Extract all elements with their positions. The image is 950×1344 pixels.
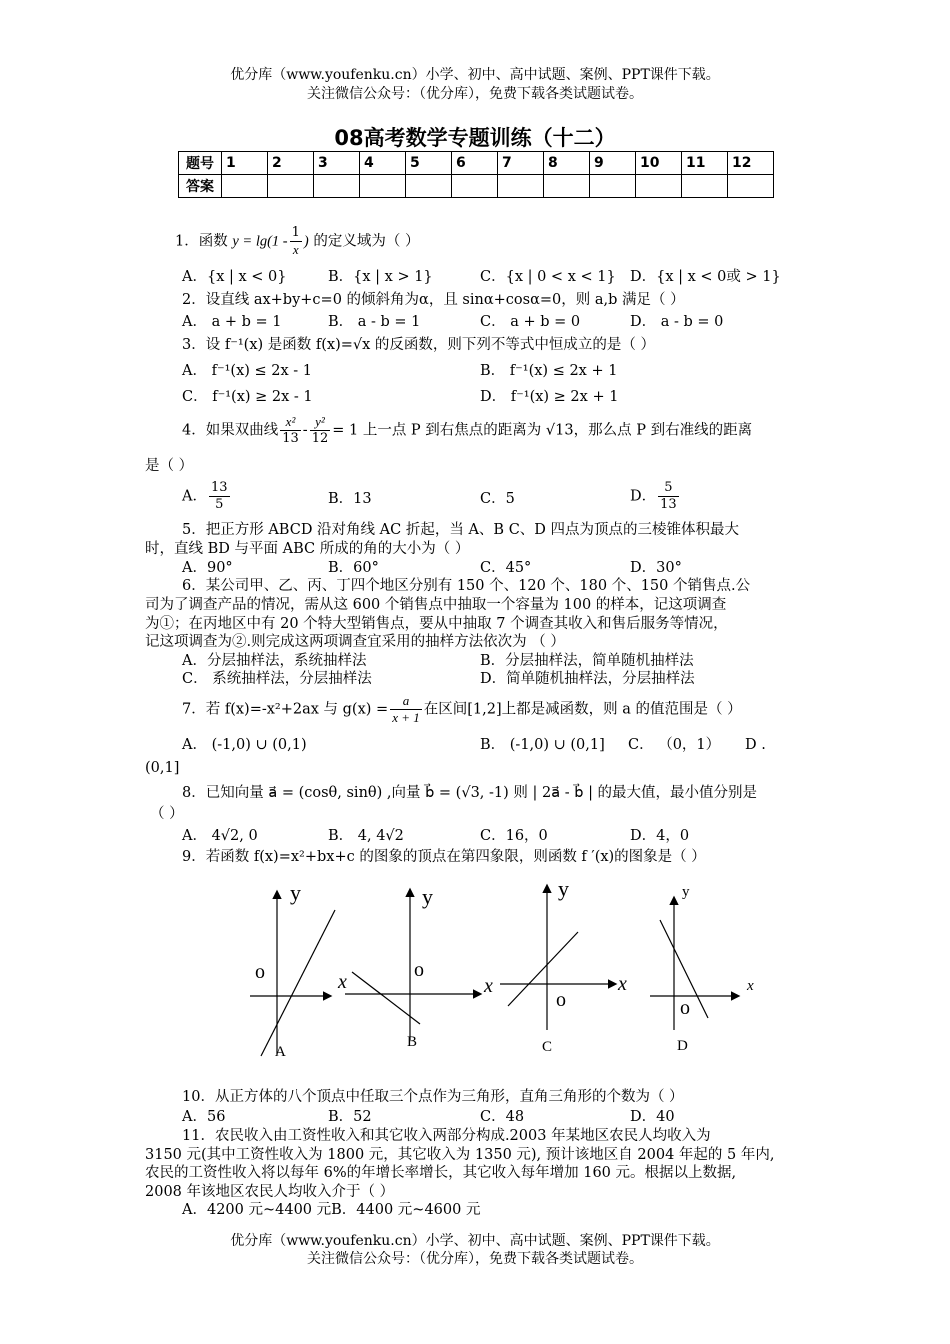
table-number-cell: 9: [590, 152, 636, 175]
q5-line-1: 5．把正方形 ABCD 沿对角线 AC 折起，当 A、B C、D 四点为顶点的三棱锥体积最大: [182, 522, 740, 538]
q4-a-num: 13: [210, 480, 228, 495]
answer-cell[interactable]: [682, 175, 728, 198]
q6-line-1: 6．某公司甲、乙、丙、丁四个地区分别有 150 个、120 个、180 个、150 个销售点.公: [182, 578, 751, 594]
q4-minus: -: [302, 422, 308, 439]
q11-line-2: 3150 元(其中工资性收入为 1800 元，其它收入为 1350 元), 预计该地区自 2004 年起的 5 年内,: [145, 1147, 775, 1163]
q1-stem: [175, 225, 419, 258]
q8-line-2: （ ）: [150, 806, 184, 822]
graph-d-origin: o: [680, 997, 690, 1019]
table-number-cell: 11: [682, 152, 728, 175]
answer-table: [178, 151, 774, 198]
q4-d-den: 13: [660, 497, 677, 512]
q1-option-c: C．{x | 0 < x < 1}: [480, 269, 616, 285]
header-line-1: 优分库（www.youfenku.cn）小学、初中、高中试题、案例、PPT课件下载。: [230, 67, 720, 83]
graph-d-label: D: [677, 1038, 688, 1054]
q1-stem-end: 的定义域为（ ）: [313, 233, 420, 250]
q7-option-d-cont: (0,1]: [145, 760, 180, 776]
answer-cell[interactable]: [728, 175, 774, 198]
q7-stem-rest: 在区间[1,2]上都是减函数，则 a 的值范围是（ ）: [423, 701, 742, 718]
q11-line-4: 2008 年该地区农民人均收入介于（ ）: [145, 1184, 395, 1200]
graph-c-origin: o: [556, 989, 566, 1011]
q1-formula: y = lg(1 -: [232, 233, 288, 250]
q1-frac-den: x: [292, 242, 299, 257]
q11-line-3: 农民的工资性收入将以每年 6%的年增长率增长，其它收入每年增加 160 元。根据以上数据,: [145, 1165, 737, 1181]
q6-option-a: A．分层抽样法，系统抽样法: [182, 653, 367, 669]
q8-option-d: D．4，0: [630, 828, 690, 844]
q3-option-d: D． f⁻¹(x) ≥ 2x + 1: [480, 389, 619, 405]
table-number-cell: 8: [544, 152, 590, 175]
q7-frac-num: a: [390, 693, 422, 710]
q1-stem-text: 1．函数: [175, 233, 228, 250]
q10-option-a: A．56: [182, 1109, 226, 1125]
q4-d-fraction: [658, 480, 679, 513]
q4-stem-cont: 是（ ）: [145, 458, 194, 474]
graph-c-y-label: y: [558, 876, 569, 901]
answer-cell[interactable]: [452, 175, 498, 198]
q7-stem-text: 7．若 f(x)=-x²+2ax 与 g(x) =: [182, 701, 389, 718]
header-line-2: 关注微信公众号：（优分库），免费下载各类试题试卷。: [307, 86, 643, 102]
q10-option-d: D．40: [630, 1109, 675, 1125]
q8-option-a: A． 4√2, 0: [182, 828, 258, 844]
graph-b-origin: o: [414, 959, 424, 981]
q10-stem: 10．从正方体的八个顶点中任取三个点作为三角形，直角三角形的个数为（ ）: [182, 1089, 684, 1105]
table-number-cell: 2: [268, 152, 314, 175]
q4-d-num: 5: [658, 480, 679, 497]
graph-d[interactable]: [650, 884, 754, 1054]
q5-option-c: C．45°: [480, 560, 532, 576]
q4-frac1-den: 13: [282, 431, 299, 446]
q2-stem: 2．设直线 ax+by+c=0 的倾斜角为α，且 sinα+cosα=0，则 a,b 满足（ ）: [182, 292, 685, 308]
graph-d-y-label: y: [682, 884, 690, 900]
q4-option-d: [630, 480, 681, 513]
q4-frac2-den: 12: [311, 431, 329, 446]
answer-table-number-row: [179, 152, 774, 175]
q4-frac1-num: x²: [280, 414, 301, 431]
q8-option-b: B． 4, 4√2: [328, 828, 404, 844]
table-number-cell: 1: [222, 152, 268, 175]
q5-option-d: D．30°: [630, 560, 682, 576]
answer-cell[interactable]: [636, 175, 682, 198]
q7-option-b: B． (-1,0) ∪ (0,1]: [480, 737, 605, 753]
answer-cell[interactable]: [406, 175, 452, 198]
q6-line-2: 司为了调查产品的情况，需从这 600 个销售点中抽取一个容量为 100 的样本，记这项调查: [145, 597, 727, 613]
q3-option-c: C． f⁻¹(x) ≥ 2x - 1: [182, 389, 313, 405]
graph-d-x-label: x: [747, 978, 754, 994]
answer-cell[interactable]: [222, 175, 268, 198]
q3-stem: 3．设 f⁻¹(x) 是函数 f(x)=√x 的反函数，则下列不等式中恒成立的是（ ）: [182, 337, 656, 353]
q6-line-4: 记这项调查为②.则完成这两项调查宜采用的抽样方法依次为 （ ）: [145, 634, 565, 650]
table-number-cell: 6: [452, 152, 498, 175]
table-number-cell: 7: [498, 152, 544, 175]
q6-option-b: B．分层抽样法，简单随机抽样法: [480, 653, 694, 669]
q5-option-b: B．60°: [328, 560, 379, 576]
graph-a-x-label: x: [338, 971, 347, 993]
footer-line-1: 优分库（www.youfenku.cn）小学、初中、高中试题、案例、PPT课件下载。: [230, 1233, 720, 1249]
graph-c-line: [508, 932, 578, 1006]
graph-a[interactable]: [250, 880, 347, 1060]
q7-option-d: D .: [745, 737, 766, 753]
q1-formula-close: ): [303, 233, 309, 250]
q10-option-c: C．48: [480, 1109, 525, 1125]
q4-d-label: D．: [630, 488, 657, 505]
q4-option-b: B．13: [328, 491, 372, 507]
q4-a-den: 5: [215, 497, 224, 512]
answer-cell[interactable]: [544, 175, 590, 198]
q7-option-c: C． （0，1）: [628, 737, 721, 753]
table-number-cell: 4: [360, 152, 406, 175]
q9-graphs: [0, 870, 950, 1070]
q1-option-d: D．{x | x < 0或 > 1}: [630, 269, 781, 285]
q11-line-1: 11．农民收入由工资性收入和其它收入两部分构成.2003 年某地区农民人均收入为: [182, 1128, 711, 1144]
table-number-cell: 10: [636, 152, 682, 175]
q4-frac2-num: y²: [310, 414, 331, 431]
q1-option-b: B．{x | x > 1}: [328, 269, 433, 285]
q5-line-2: 时，直线 BD 与平面 ABC 所成的角的大小为（ ）: [145, 541, 470, 557]
answer-cell[interactable]: [590, 175, 636, 198]
graph-b-label: B: [407, 1034, 418, 1050]
q1-option-a: A．{x | x < 0}: [182, 269, 287, 285]
page-title: 08高考数学专题训练（十二）: [334, 126, 616, 150]
q11-options-ab: A．4200 元~4400 元B．4400 元~4600 元: [182, 1202, 481, 1218]
q5-option-a: A．90°: [182, 560, 233, 576]
q7-option-a: A． (-1,0) ∪ (0,1): [182, 737, 307, 753]
graph-a-line: [261, 910, 335, 1056]
q4-a-label: A．: [182, 488, 207, 505]
q8-line-1: 8．已知向量 a⃗ = (cosθ, sinθ) ,向量 b⃗ = (√3, -1) 则 | 2a⃗ - b⃗ | 的最大值，最小值分别是: [182, 785, 758, 801]
q10-option-b: B．52: [328, 1109, 372, 1125]
q2-option-c: C． a + b = 0: [480, 314, 581, 330]
q3-option-a: A． f⁻¹(x) ≤ 2x - 1: [182, 363, 313, 379]
q4-stem-text: 4．如果双曲线: [182, 422, 279, 439]
graph-c-x-label: x: [618, 973, 627, 995]
q4-stem: [182, 414, 752, 447]
answer-cell[interactable]: [360, 175, 406, 198]
answer-table-answer-row: [179, 175, 774, 198]
graph-c-label: C: [542, 1039, 553, 1055]
table-header-number: 题号: [179, 152, 222, 175]
graph-b-y-label: y: [422, 884, 433, 909]
graph-a-y-label: y: [290, 880, 301, 905]
table-number-cell: 12: [728, 152, 774, 175]
graph-b-x-label: x: [484, 975, 493, 997]
table-header-answer: 答案: [179, 175, 222, 198]
q4-option-c: C．5: [480, 491, 515, 507]
table-number-cell: 5: [406, 152, 452, 175]
q4-fraction-y: [310, 414, 331, 447]
q1-frac-num: 1: [291, 225, 300, 240]
q6-option-c: C． 系统抽样法，分层抽样法: [182, 671, 372, 687]
graph-a-origin: o: [255, 961, 265, 983]
q4-option-a: [182, 480, 232, 513]
graph-a-label: A: [275, 1044, 286, 1060]
answer-cell[interactable]: [314, 175, 360, 198]
answer-cell[interactable]: [268, 175, 314, 198]
q6-option-d: D．简单随机抽样法，分层抽样法: [480, 671, 695, 687]
q6-line-3: 为①；在丙地区中有 20 个特大型销售点，要从中抽取 7 个调查其收入和售后服务等情况，: [145, 616, 728, 632]
q4-stem-rest: = 1 上一点 P 到右焦点的距离为 √13，那么点 P 到右准线的距离: [332, 422, 753, 439]
graph-c[interactable]: [500, 876, 627, 1055]
q9-stem: 9．若函数 f(x)=x²+bx+c 的图象的顶点在第四象限，则函数 f ′(x)的图象是（ ）: [182, 849, 706, 865]
table-number-cell: 3: [314, 152, 360, 175]
graph-b[interactable]: [345, 884, 493, 1050]
q2-option-a: A． a + b = 1: [182, 314, 282, 330]
footer-line-2: 关注微信公众号：（优分库），免费下载各类试题试卷。: [307, 1251, 643, 1267]
q1-fraction: [290, 225, 302, 258]
q8-option-c: C．16，0: [480, 828, 548, 844]
q4-a-fraction: [209, 480, 230, 513]
q3-option-b: B． f⁻¹(x) ≤ 2x + 1: [480, 363, 618, 379]
q4-fraction-x: [280, 414, 301, 447]
q7-fraction: [390, 693, 422, 726]
q7-stem: [182, 693, 742, 726]
q2-option-d: D． a - b = 0: [630, 314, 724, 330]
answer-cell[interactable]: [498, 175, 544, 198]
q2-option-b: B． a - b = 1: [328, 314, 421, 330]
q7-frac-den: x + 1: [392, 710, 420, 725]
